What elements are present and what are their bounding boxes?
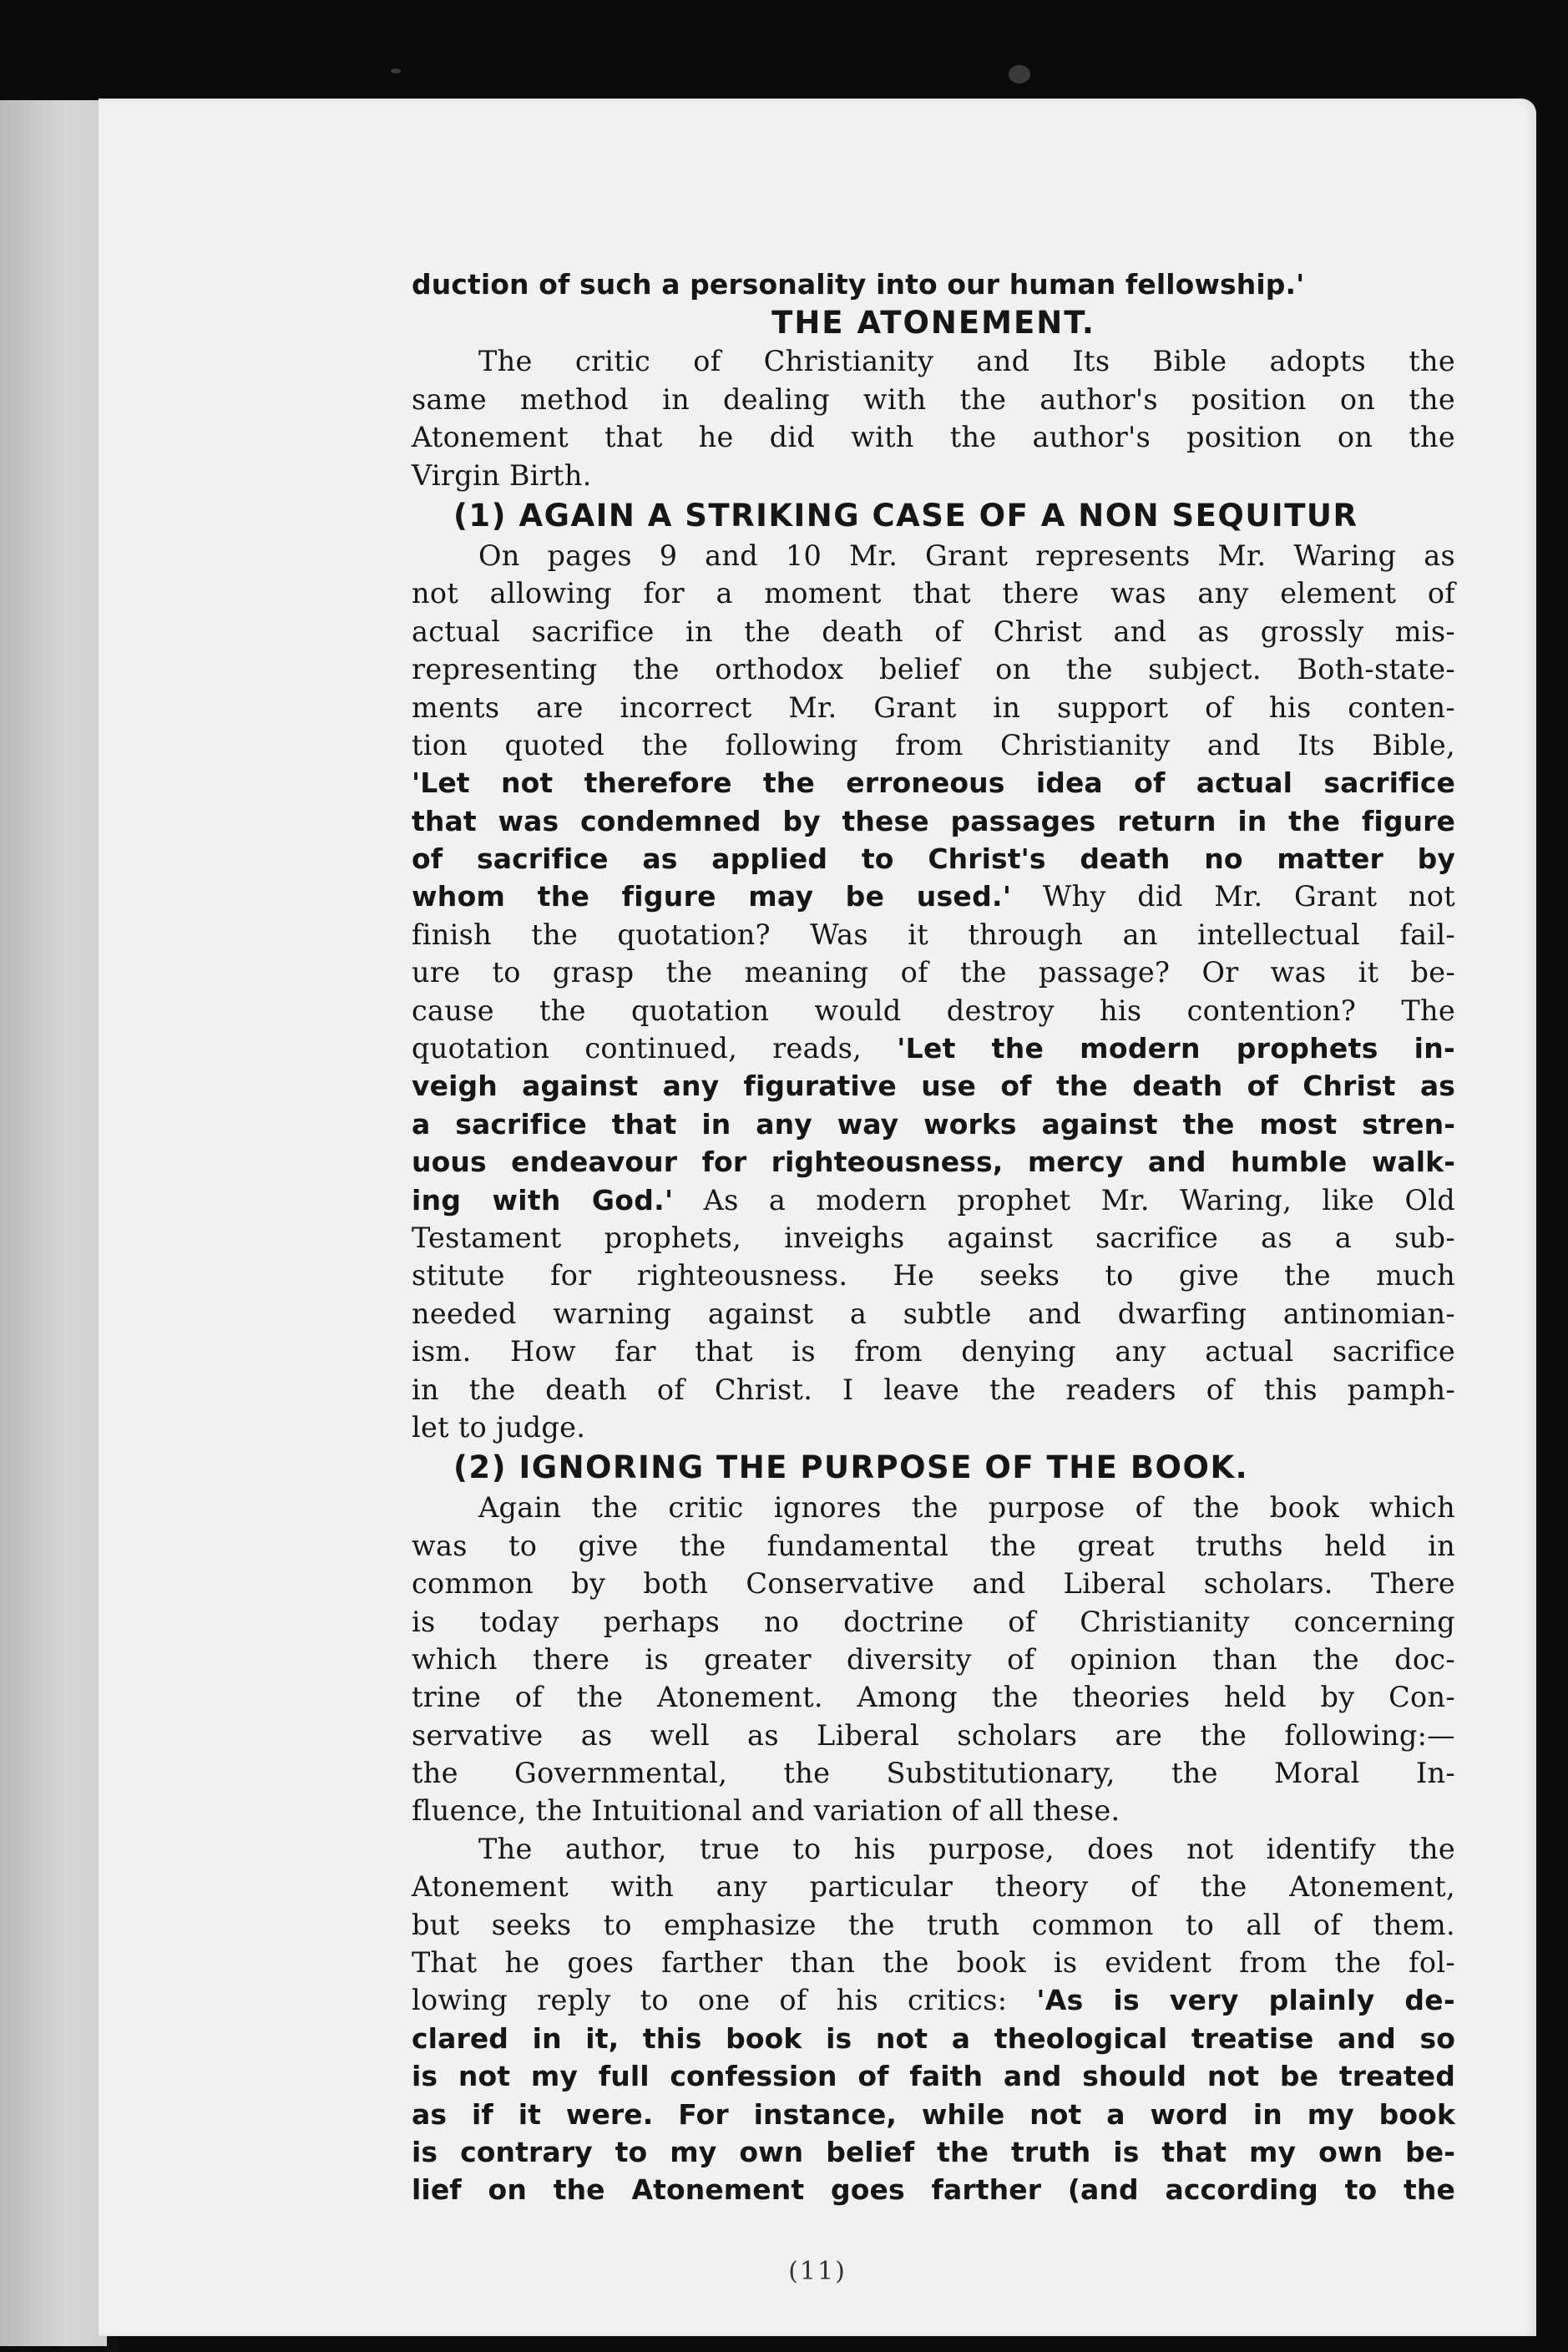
text-span: let to judge. bbox=[412, 1410, 586, 1444]
text-line bbox=[412, 1257, 1455, 1294]
text-span: ism. How far that is from denying any actual sacrifice bbox=[412, 1335, 1455, 1368]
text-span: the Governmental, the Substitutionary, the Moral In- bbox=[412, 1757, 1455, 1790]
text-span: Again the critic ignores the purpose of the book which bbox=[478, 1491, 1455, 1525]
text-span: lief on the Atonement goes farther (and according to the bbox=[412, 2173, 1455, 2207]
scan-speck bbox=[1009, 65, 1030, 83]
text-span: ure to grasp the meaning of the passage? Or was it be- bbox=[412, 956, 1455, 989]
text-line bbox=[412, 1830, 1455, 1868]
text-span: Why did Mr. Grant not bbox=[1011, 880, 1456, 913]
text-span: The author, true to his purpose, does not identify the bbox=[478, 1832, 1455, 1865]
text-span: servative as well as Liberal scholars are the following:— bbox=[412, 1718, 1455, 1752]
text-line bbox=[412, 802, 1455, 840]
text-span: but seeks to emphasize the truth common to all of them. bbox=[412, 1908, 1455, 1941]
text-span: (2) IGNORING THE PURPOSE OF THE BOOK. bbox=[453, 1449, 1249, 1486]
text-line bbox=[412, 726, 1455, 764]
text-span: clared in it, this book is not a theological treatise and so bbox=[412, 2021, 1455, 2055]
text-span: actual sacrifice in the death of Christ and as grossly mis- bbox=[412, 615, 1455, 648]
text-line bbox=[412, 342, 1455, 380]
text-span: same method in dealing with the author's position on the bbox=[412, 382, 1455, 416]
text-span: stitute for righteousness. He seeks to give the much bbox=[412, 1259, 1455, 1292]
text-line bbox=[412, 689, 1455, 726]
text-line bbox=[412, 2096, 1455, 2133]
text-span: finish the quotation? Was it through an intellectual fail- bbox=[412, 918, 1455, 951]
text-span: cause the quotation would destroy his contention? The bbox=[412, 994, 1455, 1027]
text-span: Virgin Birth. bbox=[412, 458, 592, 492]
text-span: representing the orthodox belief on the subject. Both-state- bbox=[412, 653, 1455, 686]
text-line bbox=[412, 1906, 1455, 1944]
page-number: (11) bbox=[788, 2257, 847, 2286]
text-span: ments are incorrect Mr. Grant in support of his conten- bbox=[412, 690, 1455, 724]
body-text bbox=[412, 266, 1455, 2209]
text-line bbox=[412, 992, 1455, 1029]
text-span: uous endeavour for righteousness, mercy and humble walk- bbox=[412, 1146, 1455, 1179]
text-line bbox=[412, 1489, 1455, 1526]
text-span: Testament prophets, inveighs against sacrifice as a sub- bbox=[412, 1221, 1455, 1254]
text-span: tion quoted the following from Christianity and Its Bible, bbox=[412, 728, 1455, 761]
text-span: is contrary to my own belief the truth is that my own be- bbox=[412, 2135, 1455, 2168]
text-span: Atonement with any particular theory of the Atonement, bbox=[412, 1870, 1455, 1904]
text-line bbox=[412, 1527, 1455, 1565]
text-line bbox=[412, 764, 1455, 802]
text-line bbox=[412, 1371, 1455, 1409]
text-line bbox=[412, 1143, 1455, 1181]
text-span: 'Let not therefore the erroneous idea of actual sacrifice bbox=[412, 766, 1455, 800]
text-line bbox=[412, 1641, 1455, 1678]
text-line bbox=[412, 613, 1455, 650]
text-span: That he goes farther than the book is evident from the fol- bbox=[412, 1946, 1455, 1980]
text-span: was to give the fundamental the great truths held in bbox=[412, 1529, 1455, 1562]
facing-page-edge bbox=[0, 100, 109, 2346]
text-line bbox=[412, 418, 1455, 456]
text-span: lowing reply to one of his critics: bbox=[412, 1984, 1037, 2017]
text-span: a sacrifice that in any way works against the most stren- bbox=[412, 1107, 1455, 1141]
text-line bbox=[412, 2133, 1455, 2171]
section-heading bbox=[412, 303, 1455, 342]
text-line bbox=[412, 1333, 1455, 1370]
text-line bbox=[412, 878, 1455, 915]
text-line bbox=[412, 1029, 1455, 1067]
text-span: As a modern prophet Mr. Waring, like Old bbox=[673, 1183, 1455, 1216]
text-line bbox=[412, 2171, 1455, 2208]
text-span: that was condemned by these passages return in the figure bbox=[412, 804, 1455, 837]
text-span: not allowing for a moment that there was any element of bbox=[412, 577, 1455, 610]
text-span: veigh against any figurative use of the death of Christ as bbox=[412, 1070, 1455, 1103]
subsection-heading bbox=[412, 1446, 1455, 1489]
text-span: trine of the Atonement. Among the theories held by Con- bbox=[412, 1681, 1455, 1714]
text-span: which there is greater diversity of opinion than the doc- bbox=[412, 1642, 1455, 1676]
text-line bbox=[412, 381, 1455, 418]
text-line bbox=[412, 1603, 1455, 1641]
text-span: THE ATONEMENT. bbox=[771, 305, 1095, 341]
text-line bbox=[412, 574, 1455, 612]
text-span: The critic of Christianity and Its Bible adopts the bbox=[478, 345, 1455, 378]
text-line bbox=[412, 457, 1455, 494]
text-span: Atonement that he did with the author's position on the bbox=[412, 421, 1455, 454]
text-line bbox=[412, 2057, 1455, 2095]
text-span: in the death of Christ. I leave the readers of this pamph- bbox=[412, 1373, 1455, 1406]
text-line bbox=[412, 953, 1455, 991]
text-line bbox=[412, 1565, 1455, 1602]
text-line bbox=[412, 266, 1455, 303]
text-line bbox=[412, 2020, 1455, 2057]
text-span: quotation continued, reads, bbox=[412, 1032, 898, 1065]
bold-quote-span: 'As is very plainly de- bbox=[1036, 1984, 1455, 2017]
text-span: as if it were. For instance, while not a word in my book bbox=[412, 2097, 1455, 2131]
text-span: (1) AGAIN A STRIKING CASE OF A NON SEQUITUR bbox=[453, 497, 1358, 534]
text-line bbox=[412, 1717, 1455, 1754]
text-line bbox=[412, 1792, 1455, 1829]
text-span: fluence, the Intuitional and variation of all these. bbox=[412, 1794, 1120, 1828]
text-line bbox=[412, 1868, 1455, 1905]
bold-quote-span: 'Let the modern prophets in- bbox=[897, 1032, 1455, 1065]
text-span: On pages 9 and 10 Mr. Grant represents Mr. Waring as bbox=[478, 539, 1455, 572]
bold-quote-span: whom the figure may be used.' bbox=[412, 880, 1012, 913]
text-line bbox=[412, 1067, 1455, 1105]
text-span: needed warning against a subtle and dwarfing antinomian- bbox=[412, 1297, 1455, 1330]
text-span: is not my full confession of faith and should not be treated bbox=[412, 2060, 1455, 2093]
text-span: is today perhaps no doctrine of Christianity concerning bbox=[412, 1605, 1455, 1638]
text-line bbox=[412, 916, 1455, 953]
text-line bbox=[412, 1181, 1455, 1219]
text-line bbox=[412, 1105, 1455, 1143]
text-line bbox=[412, 1754, 1455, 1792]
document-page bbox=[99, 99, 1536, 2336]
text-line bbox=[412, 537, 1455, 574]
text-line bbox=[412, 1678, 1455, 1716]
text-span: common by both Conservative and Liberal scholars. There bbox=[412, 1567, 1455, 1601]
text-line bbox=[412, 1944, 1455, 1981]
text-line bbox=[412, 1295, 1455, 1333]
text-span: of sacrifice as applied to Christ's death no matter by bbox=[412, 842, 1455, 876]
text-line bbox=[412, 840, 1455, 878]
text-span: duction of such a personality into our human fellowship.' bbox=[412, 268, 1305, 301]
text-line bbox=[412, 1219, 1455, 1257]
text-line bbox=[412, 1981, 1455, 2019]
scan-speck bbox=[391, 68, 401, 73]
subsection-heading bbox=[412, 494, 1455, 537]
text-line bbox=[412, 1409, 1455, 1446]
text-line bbox=[412, 650, 1455, 688]
bold-quote-span: ing with God.' bbox=[412, 1183, 674, 1216]
